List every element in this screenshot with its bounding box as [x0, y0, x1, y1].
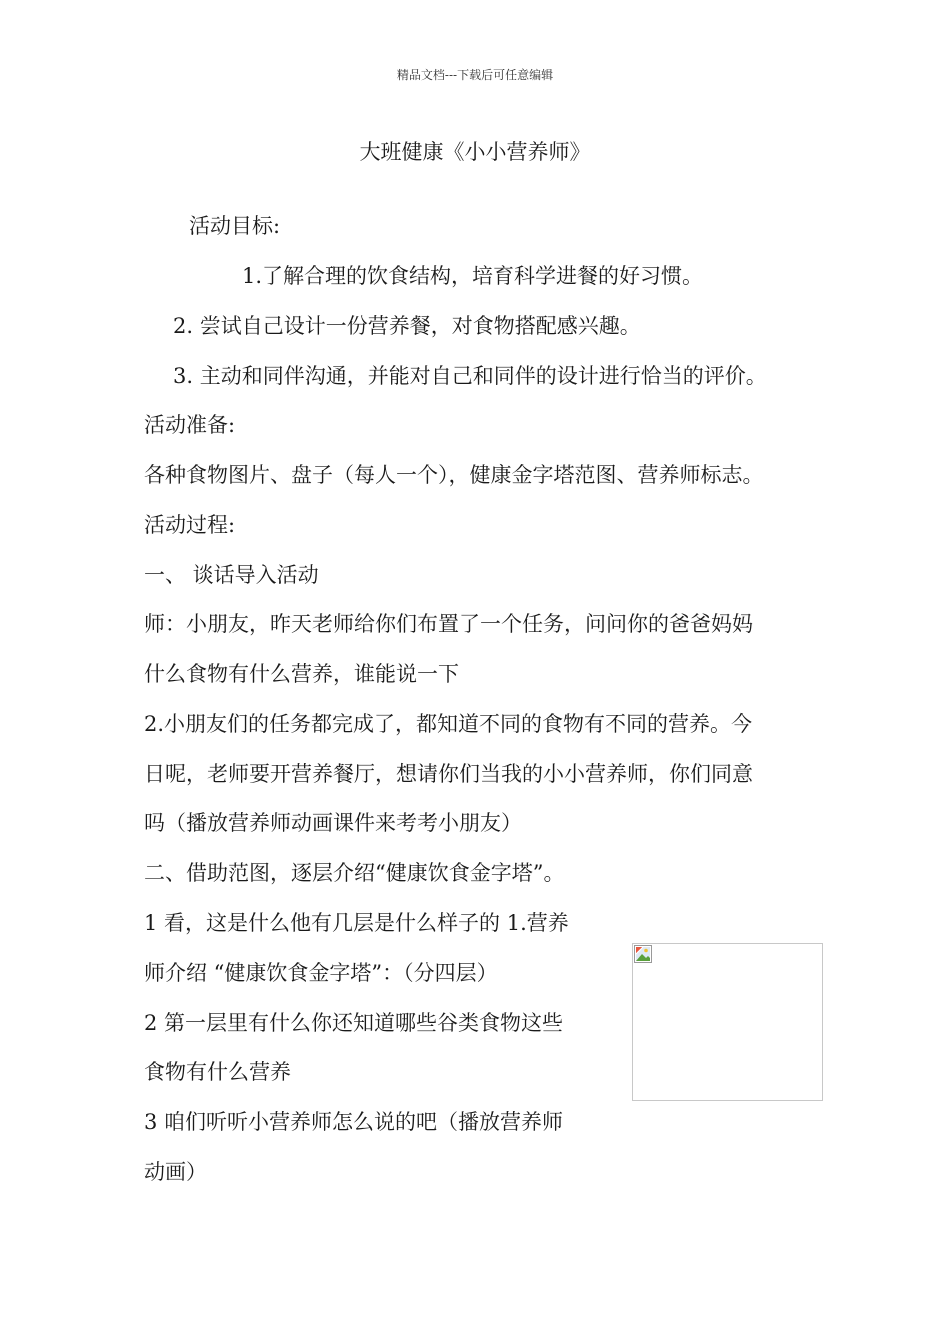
goal-item-3: 3. 主动和同伴沟通，并能对自己和同伴的设计进行恰当的评价。	[173, 364, 767, 388]
paragraph-line: 吗（播放营养师动画课件来考考小朋友）	[144, 811, 522, 835]
paragraph-line: 3 咱们听听小营养师怎么说的吧（播放营养师	[144, 1110, 564, 1134]
header-note: 精品文档---下载后可任意编辑	[396, 68, 554, 82]
section-heading-goals: 活动目标:	[189, 214, 281, 238]
paragraph-line: 师：小朋友，昨天老师给你们布置了一个任务，问问你的爸爸妈妈	[144, 612, 753, 636]
section-heading-preparation: 活动准备:	[144, 413, 236, 437]
paragraph-line: 食物有什么营养	[144, 1060, 291, 1084]
paragraph-line: 2.小朋友们的任务都完成了，都知道不同的食物有不同的营养。今	[144, 712, 753, 736]
process-step-2-heading: 二、借助范图，逐层介绍“健康饮食金字塔”。	[144, 861, 565, 885]
paragraph-line: 动画）	[144, 1160, 207, 1184]
section-heading-process: 活动过程:	[144, 513, 236, 537]
preparation-text: 各种食物图片、盘子（每人一个），健康金字塔范图、营养师标志。	[144, 463, 764, 487]
process-step-1-heading: 一、 谈话导入活动	[144, 563, 319, 587]
broken-image-icon	[634, 945, 652, 963]
paragraph-line: 师介绍 “健康饮食金字塔”：（分四层）	[144, 961, 498, 985]
paragraph-line: 日呢，老师要开营养餐厅，想请你们当我的小小营养师，你们同意	[144, 762, 753, 786]
paragraph-line: 2 第一层里有什么你还知道哪些谷类食物这些	[144, 1011, 564, 1035]
document-title: 大班健康《小小营养师》	[359, 140, 591, 164]
image-placeholder	[632, 943, 823, 1101]
paragraph-line: 1 看，这是什么他有几层是什么样子的 1.营养	[144, 911, 569, 935]
goal-item-2: 2. 尝试自己设计一份营养餐，对食物搭配感兴趣。	[173, 314, 641, 338]
paragraph-line: 什么食物有什么营养，谁能说一下	[144, 662, 459, 686]
goal-item-1: 1.了解合理的饮食结构，培育科学进餐的好习惯。	[242, 264, 704, 288]
